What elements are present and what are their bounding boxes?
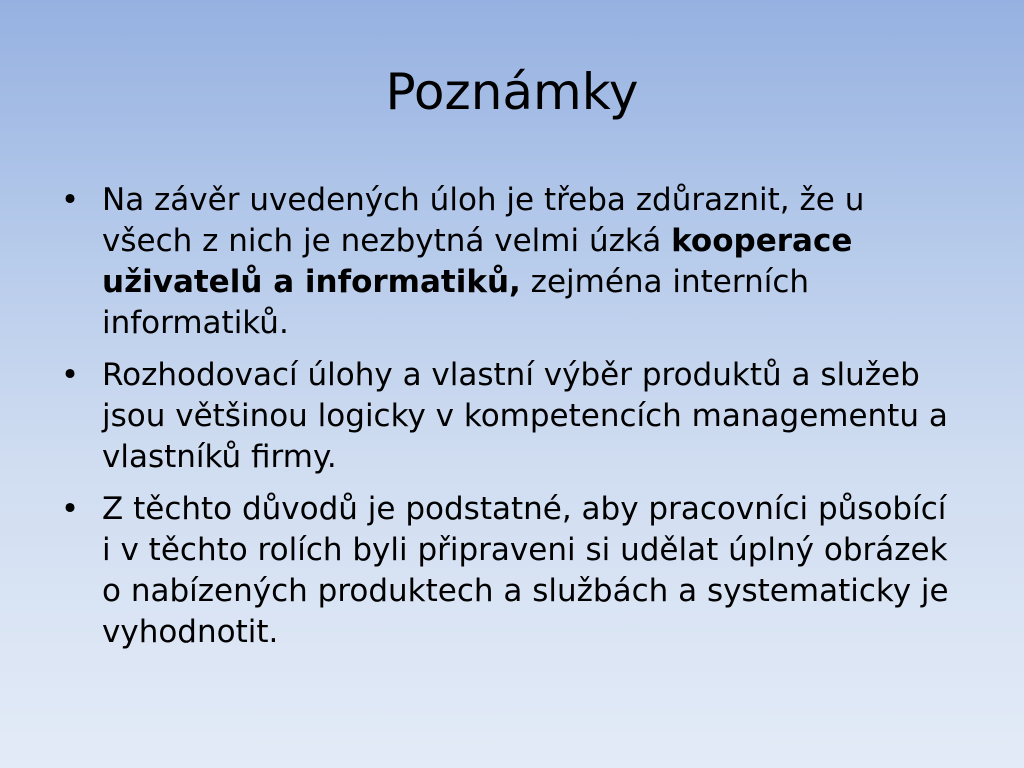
bullet-text: Rozhodovací úlohy a vlastní výběr produktů a služeb jsou většinou logicky v kompetencích managementu a vlastníků firmy. [102,357,948,475]
slide-content [58,180,958,664]
bullet-icon: • [60,357,80,393]
bullet-icon: • [60,491,80,527]
bullet-list [58,180,958,653]
slide-title: Poznámky [385,63,639,121]
bullet-text-part: Na závěr uvedených úloh je třeba zdůraznit, že u všech z nich je nezbytná velmi úzká [102,182,865,259]
bullet-item-3 [58,489,958,653]
bullet-text-emphasis: kooperace uživatelů a informatiků, [102,223,853,300]
bullet-text-part: zejména interních informatiků. [102,264,810,341]
bullet-text: Z těchto důvodů je podstatné, aby pracovníci působící i v těchto rolích byli připraveni si udělat úplný obrázek o nabízených produktech a službách a systematicky je vyhodnotit. [102,491,949,650]
bullet-icon: • [60,182,80,218]
bullet-item-2 [58,355,958,478]
bullet-item-1 [58,180,958,344]
